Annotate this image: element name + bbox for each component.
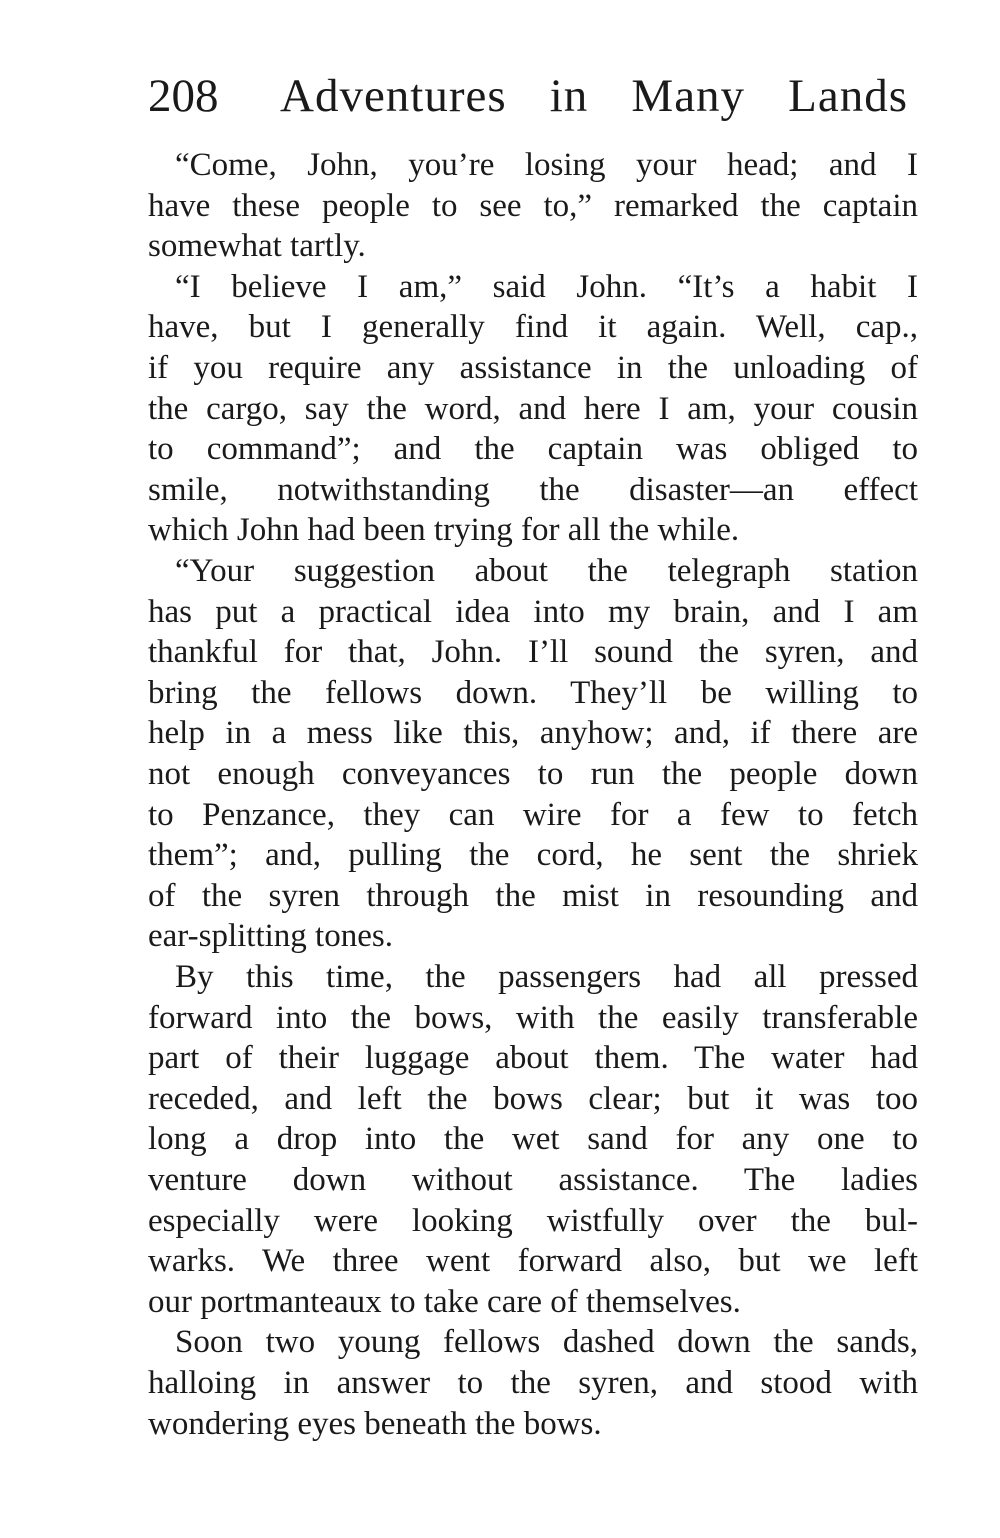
book-title: Adventures in Many Lands — [280, 70, 908, 122]
page-number: 208 — [148, 70, 219, 122]
text-line: “Your suggestion about the telegraph station — [175, 553, 918, 589]
text-line: if you require any assistance in the unloading of — [148, 350, 918, 386]
text-line: ear-splitting tones. — [148, 918, 393, 955]
text-line: to command”; and the captain was obliged to — [148, 431, 918, 468]
text-line: “Come, John, you’re losing your head; and I — [175, 147, 918, 183]
text-line: have, but I generally find it again. Well, cap., — [148, 309, 918, 346]
text-line: wondering eyes beneath the bows. — [148, 1405, 602, 1442]
text-line: to Penzance, they can wire for a few to fetch — [148, 796, 918, 833]
text-line: smile, notwithstanding the disaster—an effect — [148, 471, 918, 508]
text-line: receded, and left the bows clear; but it was too — [148, 1080, 918, 1117]
text-line: venture down without assistance. The ladies — [148, 1162, 918, 1198]
text-line: not enough conveyances to run the people down — [148, 756, 918, 792]
text-line: help in a mess like this, anyhow; and, if there are — [148, 715, 918, 752]
text-line: which John had been trying for all the while. — [148, 512, 740, 549]
text-line: part of their luggage about them. The water had — [148, 1040, 918, 1077]
text-line: have these people to see to,” remarked the captain — [148, 187, 918, 224]
text-line: long a drop into the wet sand for any one to — [148, 1121, 918, 1158]
text-line: thankful for that, John. I’ll sound the syren, and — [148, 634, 918, 671]
text-line: our portmanteaux to take care of themselves. — [148, 1283, 741, 1320]
text-line: of the syren through the mist in resounding and — [148, 877, 918, 914]
text-line: has put a practical idea into my brain, and I am — [148, 593, 918, 630]
text-line: somewhat tartly. — [148, 228, 366, 265]
text-line: especially were looking wistfully over the bul- — [148, 1202, 918, 1239]
text-line: them”; and, pulling the cord, he sent the shriek — [148, 837, 918, 874]
text-line: bring the fellows down. They’ll be willing to — [148, 674, 918, 711]
text-line: By this time, the passengers had all pressed — [175, 959, 918, 995]
text-line: halloing in answer to the syren, and stood with — [148, 1365, 918, 1401]
running-header — [148, 66, 908, 126]
text-line: the cargo, say the word, and here I am, your cousin — [148, 390, 918, 427]
text-line: forward into the bows, with the easily transferable — [148, 999, 918, 1036]
text-line: “I believe I am,” said John. “It’s a habit I — [175, 268, 918, 305]
text-line: Soon two young fellows dashed down the sands, — [175, 1324, 918, 1361]
text-line: warks. We three went forward also, but we left — [148, 1243, 918, 1280]
